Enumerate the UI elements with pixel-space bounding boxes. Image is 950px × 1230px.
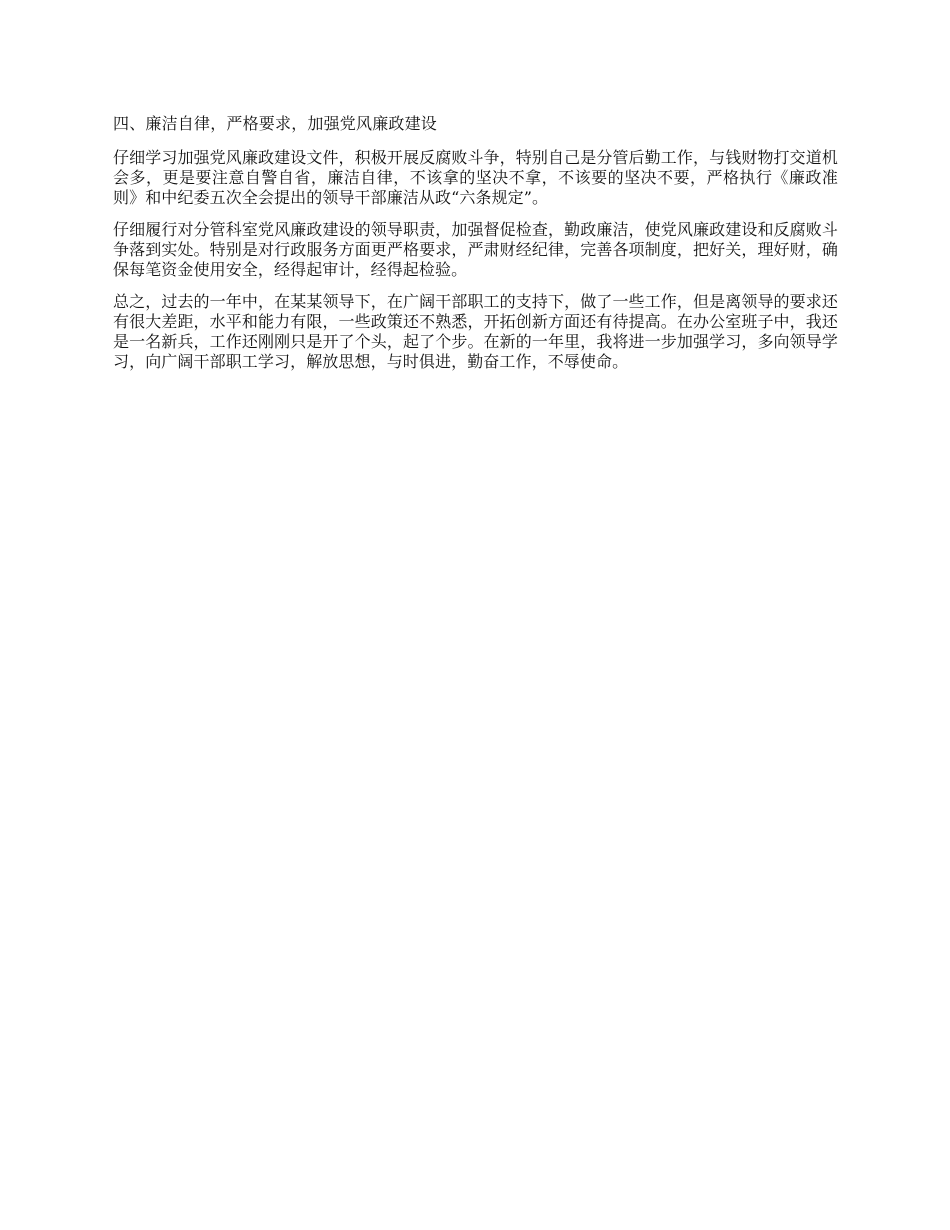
document-body (113, 114, 838, 384)
section-heading: 四、廉洁自律，严格要求，加强党风廉政建设 (113, 114, 438, 133)
paragraph-1: 仔细学习加强党风廉政建设文件，积极开展反腐败斗争，特别自己是分管后勤工作，与钱财物打交道机会多，更是要注意自警自省，廉洁自律，不该拿的坚决不拿，不该要的坚决不要，严格执行《廉政准则》和中纪委五次全会提出的领导干部廉洁从政“六条规定”。 (113, 148, 838, 207)
paragraph-2: 仔细履行对分管科室党风廉政建设的领导职责，加强督促检查，勤政廉洁，使党风廉政建设和反腐败斗争落到实处。特别是对行政服务方面更严格要求，严肃财经纪律，完善各项制度，把好关，理好财，确保每笔资金使用安全，经得起审计，经得起检验。 (113, 220, 838, 279)
paragraph-3: 总之，过去的一年中，在某某领导下，在广阔干部职工的支持下，做了一些工作，但是离领导的要求还有很大差距，水平和能力有限，一些政策还不熟悉，开拓创新方面还有待提高。在办公室班子中，我还是一名新兵，工作还刚刚只是开了个头，起了个步。在新的一年里，我将进一步加强学习，多向领导学习，向广阔干部职工学习，解放思想，与时俱进，勤奋工作，不辱使命。 (113, 292, 838, 371)
